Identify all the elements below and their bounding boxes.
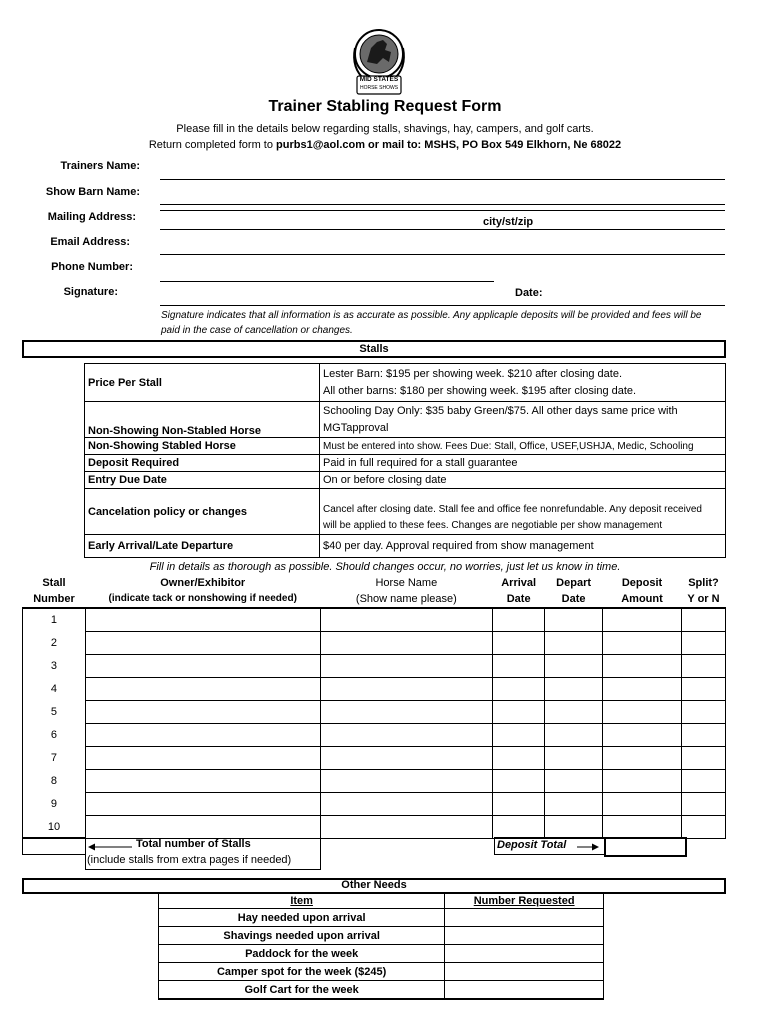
horse-cell[interactable] (320, 632, 493, 655)
owner-header-1: Owner/Exhibitor (160, 577, 246, 589)
need-quantity-field[interactable] (445, 909, 604, 927)
split-cell[interactable] (681, 632, 725, 655)
depart-cell[interactable] (545, 816, 603, 839)
logo-text-2: HORSE SHOWS (359, 85, 399, 91)
trainers-name-label: Trainers Name: (60, 160, 140, 172)
depart-cell[interactable] (545, 655, 603, 678)
logo-text-1: MID STATES (359, 76, 399, 83)
price-line-2: All other barns: $180 per showing week. $195 after closing date. (323, 384, 637, 397)
return-address: purbs1@aol.com or mail to: MSHS, PO Box 549 Elkhorn, Ne 68022 (276, 139, 622, 151)
non-stabled-line-2: MGTapproval (323, 421, 389, 434)
number-requested-header: Number Requested (445, 894, 604, 909)
split-cell[interactable] (681, 701, 725, 724)
horse-cell[interactable] (320, 770, 493, 793)
owner-header-2: (indicate tack or nonshowing if needed) (108, 593, 297, 604)
stall-number: 10 (23, 816, 86, 839)
need-item-label: Camper spot for the week ($245) (159, 963, 445, 981)
owner-cell[interactable] (85, 793, 320, 816)
depart-cell[interactable] (545, 701, 603, 724)
depart-cell[interactable] (545, 793, 603, 816)
depart-cell[interactable] (545, 678, 603, 701)
owner-cell[interactable] (85, 724, 320, 747)
arrival-cell[interactable] (493, 678, 545, 701)
horse-cell[interactable] (320, 793, 493, 816)
page-title: Trainer Stabling Request Form (268, 98, 502, 115)
non-showing-non-stabled-value (320, 402, 726, 438)
list-item (159, 963, 604, 981)
intro-line-2 (0, 139, 770, 151)
city-st-zip-field[interactable] (160, 229, 725, 230)
non-showing-non-stabled-label: Non-Showing Non-Stabled Horse (85, 402, 320, 438)
split-cell[interactable] (681, 724, 725, 747)
fill-in-note: Fill in details as thorough as possible. Should changes occur, no worries, just let us know in time. (149, 561, 621, 573)
depart-cell[interactable] (545, 747, 603, 770)
mid-states-logo (349, 28, 409, 98)
totals-blank-cell (22, 837, 86, 855)
stall-number: 6 (23, 724, 86, 747)
owner-cell[interactable] (85, 608, 320, 632)
deposit-cell[interactable] (603, 655, 682, 678)
horse-header-2: (Show name please) (355, 593, 457, 605)
mailing-address-field[interactable] (160, 210, 725, 211)
depart-cell[interactable] (545, 770, 603, 793)
deposit-cell[interactable] (603, 747, 682, 770)
split-cell[interactable] (681, 678, 725, 701)
other-needs-bar: Other Needs (22, 878, 726, 894)
split-cell[interactable] (681, 816, 725, 839)
split-cell[interactable] (681, 747, 725, 770)
table-row (23, 608, 726, 632)
show-barn-name-field[interactable] (160, 204, 725, 205)
depart-header-2: Date (561, 593, 586, 605)
deposit-cell[interactable] (603, 678, 682, 701)
stall-info-table (84, 363, 726, 558)
list-item (159, 909, 604, 927)
list-item (159, 927, 604, 945)
arrival-cell[interactable] (493, 816, 545, 839)
intro-prefix: Return completed form to (148, 139, 277, 151)
list-item (159, 981, 604, 1000)
stall-number: 7 (23, 747, 86, 770)
entry-due-date-value: On or before closing date (320, 472, 726, 489)
arrival-cell[interactable] (493, 632, 545, 655)
show-barn-name-label: Show Barn Name: (45, 186, 140, 198)
other-needs-table (158, 893, 604, 1000)
non-showing-stabled-label: Non-Showing Stabled Horse (85, 438, 320, 455)
deposit-cell[interactable] (603, 793, 682, 816)
signature-note: Signature indicates that all information is as accurate as possible. Any applicaple deposits will be provided and fees will be paid in the case of cancellation or changes. (161, 310, 702, 336)
arrival-cell[interactable] (493, 747, 545, 770)
table-row (23, 632, 726, 655)
stall-number: 4 (23, 678, 86, 701)
split-header-1: Split? (688, 577, 719, 589)
depart-header (545, 575, 603, 608)
table-row (23, 747, 726, 770)
need-item-label: Shavings needed upon arrival (159, 927, 445, 945)
depart-cell[interactable] (545, 632, 603, 655)
price-per-stall-value (320, 364, 726, 402)
cancelation-policy-label: Cancelation policy or changes (85, 489, 320, 535)
need-item-label: Hay needed upon arrival (159, 909, 445, 927)
table-row (23, 678, 726, 701)
total-stalls-note: (include stalls from extra pages if needed) (87, 854, 292, 866)
cancel-line-1: Cancel after closing date. Stall fee and office fee nonrefundable. Any deposit received (323, 504, 702, 515)
horse-cell[interactable] (320, 724, 493, 747)
need-item-label: Golf Cart for the week (159, 981, 445, 1000)
deposit-cell[interactable] (603, 701, 682, 724)
table-row (23, 701, 726, 724)
split-cell[interactable] (681, 793, 725, 816)
horse-cell[interactable] (320, 816, 493, 839)
stall-number: 2 (23, 632, 86, 655)
arrival-header-1: Arrival (501, 577, 537, 589)
arrival-header-2: Date (506, 593, 531, 605)
mailing-address-label: Mailing Address: (47, 211, 136, 223)
entry-due-date-label: Entry Due Date (85, 472, 320, 489)
early-arrival-value: $40 per day. Approval required from show management (320, 535, 726, 558)
need-quantity-field[interactable] (445, 963, 604, 981)
horse-cell[interactable] (320, 678, 493, 701)
stall-number: 8 (23, 770, 86, 793)
need-quantity-field[interactable] (445, 981, 604, 1000)
horse-header-1: Horse Name (375, 577, 438, 589)
deposit-cell[interactable] (603, 770, 682, 793)
non-stabled-line-1: Schooling Day Only: $35 baby Green/$75. All other days same price with (323, 404, 678, 417)
phone-number-field[interactable] (160, 281, 494, 282)
split-header-2: Y or N (687, 593, 720, 605)
price-per-stall-label: Price Per Stall (85, 364, 320, 402)
owner-cell[interactable] (85, 816, 320, 839)
owner-cell[interactable] (85, 655, 320, 678)
split-cell[interactable] (681, 608, 725, 632)
early-arrival-label: Early Arrival/Late Departure (85, 535, 320, 558)
intro-line-1: Please fill in the details below regarding stalls, shavings, hay, campers, and golf carts. (176, 123, 594, 135)
owner-cell[interactable] (85, 701, 320, 724)
arrow-left-icon (88, 842, 134, 852)
stall-header-2: Number (33, 593, 75, 605)
depart-cell[interactable] (545, 608, 603, 632)
owner-header (85, 575, 320, 608)
signature-label: Signature: (63, 286, 118, 298)
deposit-header-2: Amount (621, 593, 663, 605)
deposit-required-value: Paid in full required for a stall guarantee (320, 455, 726, 472)
need-quantity-field[interactable] (445, 927, 604, 945)
table-row (23, 816, 726, 839)
horse-cell[interactable] (320, 701, 493, 724)
city-st-zip-label: city/st/zip (483, 216, 534, 228)
arrival-cell[interactable] (493, 793, 545, 816)
date-label: Date: (515, 287, 543, 299)
price-line-1: Lester Barn: $195 per showing week. $210 after closing date. (323, 367, 623, 380)
deposit-total-box (494, 837, 605, 855)
cancel-line-2: will be applied to these fees. Changes are negotiable per show management (323, 520, 663, 531)
table-row (23, 724, 726, 747)
arrival-cell[interactable] (493, 770, 545, 793)
table-row (23, 770, 726, 793)
trainers-name-field[interactable] (160, 179, 725, 180)
cancelation-policy-value (320, 489, 726, 535)
horse-cell[interactable] (320, 608, 493, 632)
arrow-right-icon (577, 842, 599, 852)
stall-number: 9 (23, 793, 86, 816)
table-row (23, 793, 726, 816)
split-cell[interactable] (681, 770, 725, 793)
arrival-cell[interactable] (493, 608, 545, 632)
deposit-cell[interactable] (603, 724, 682, 747)
need-item-label: Paddock for the week (159, 945, 445, 963)
list-item (159, 945, 604, 963)
horse-cell[interactable] (320, 655, 493, 678)
deposit-header (603, 575, 682, 608)
non-showing-stabled-value: Must be entered into show. Fees Due: Stall, Office, USEF,USHJA, Medic, Schooling (320, 438, 726, 455)
stall-grid (22, 575, 726, 839)
deposit-cell[interactable] (603, 816, 682, 839)
total-stalls-box[interactable] (85, 837, 321, 870)
table-row (23, 655, 726, 678)
email-address-label: Email Address: (50, 236, 130, 248)
arrival-cell[interactable] (493, 655, 545, 678)
arrival-header (493, 575, 545, 608)
total-stalls-label: Total number of Stalls (136, 838, 251, 850)
deposit-cell[interactable] (603, 608, 682, 632)
depart-header-1: Depart (556, 577, 592, 589)
arrival-cell[interactable] (493, 724, 545, 747)
signature-field[interactable] (160, 305, 725, 306)
arrival-cell[interactable] (493, 701, 545, 724)
deposit-required-label: Deposit Required (85, 455, 320, 472)
email-address-field[interactable] (160, 254, 725, 255)
horse-header (320, 575, 493, 608)
stall-number: 1 (23, 608, 86, 632)
deposit-total-label: Deposit Total (497, 839, 567, 851)
need-quantity-field[interactable] (445, 945, 604, 963)
stall-number: 5 (23, 701, 86, 724)
deposit-cell[interactable] (603, 632, 682, 655)
owner-cell[interactable] (85, 770, 320, 793)
split-cell[interactable] (681, 655, 725, 678)
phone-number-label: Phone Number: (51, 261, 133, 273)
split-header (681, 575, 725, 608)
deposit-header-1: Deposit (621, 577, 663, 589)
owner-cell[interactable] (85, 678, 320, 701)
owner-cell[interactable] (85, 632, 320, 655)
depart-cell[interactable] (545, 724, 603, 747)
stall-header (23, 575, 86, 608)
stall-number: 3 (23, 655, 86, 678)
owner-cell[interactable] (85, 747, 320, 770)
deposit-total-field[interactable] (604, 837, 687, 857)
stalls-section-bar: Stalls (22, 340, 726, 358)
stall-header-1: Stall (42, 577, 66, 589)
item-header: Item (159, 894, 445, 909)
horse-cell[interactable] (320, 747, 493, 770)
